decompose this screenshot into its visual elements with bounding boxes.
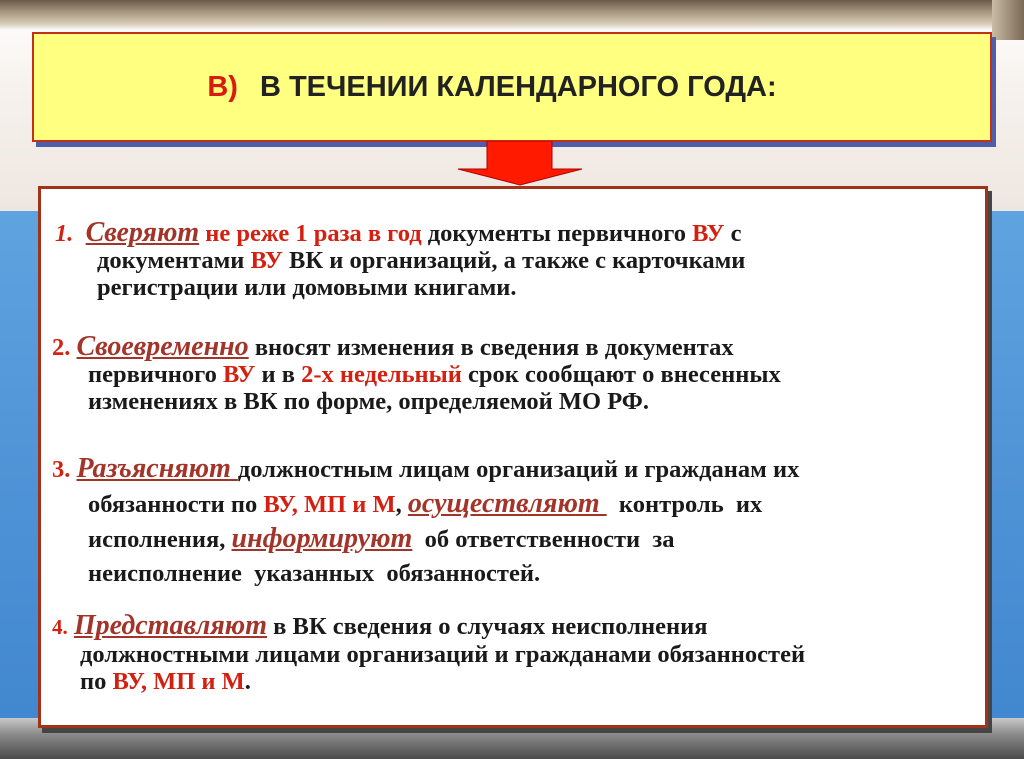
item-4-number: 4. <box>52 615 68 639</box>
text-span: регистрации или домовыми книгами. <box>97 274 517 301</box>
item-3-line-2 <box>52 487 992 522</box>
text-span: ВУ <box>250 247 283 274</box>
list-item-1 <box>55 219 955 301</box>
item-4-line-3 <box>52 668 972 695</box>
item-4-line-2 <box>52 641 972 668</box>
slide-title-prefix: В) <box>207 70 238 103</box>
slide-title <box>207 71 776 104</box>
text-span: в ВК сведения о случаях неисполнения <box>267 613 708 640</box>
text-span: с <box>724 220 742 247</box>
text-span: об ответственности за <box>412 526 675 553</box>
text-span: документы первичного <box>421 220 693 247</box>
text-span: ВК и организаций, а также с карточками <box>282 247 746 274</box>
item-4-line-1 <box>52 612 972 641</box>
list-item-3 <box>52 452 992 591</box>
text-span: должностными лицами организаций и гражданами обязанностей <box>80 641 806 668</box>
text-span: обязанности по <box>88 491 264 518</box>
text-span: ВУ <box>223 361 256 388</box>
text-span: исполнения, <box>88 526 232 553</box>
slide-title-text: В ТЕЧЕНИИ КАЛЕНДАРНОГО ГОДА: <box>259 70 777 103</box>
text-span: ВУ, МП и М <box>112 668 245 695</box>
text-span: должностным лицам организаций и гражданам их <box>237 456 800 483</box>
item-3-keyword: Разъясняют <box>76 453 238 484</box>
item-2-keyword: Своевременно <box>76 331 249 362</box>
item-2-line-3 <box>52 388 952 415</box>
item-3-line-1 <box>52 452 992 487</box>
text-span: ВУ <box>692 220 725 247</box>
text-span: вносят изменения в сведения в документах <box>248 334 734 361</box>
item-1-number: 1. <box>55 220 74 247</box>
item-2-line-2 <box>52 361 952 388</box>
item-3-line-4 <box>52 557 992 591</box>
text-span: не реже 1 раза в год <box>205 220 422 247</box>
text-span: контроль их <box>606 491 763 518</box>
list-item-2 <box>52 333 952 415</box>
background-texture-strip <box>0 0 1024 30</box>
text-span: и в <box>255 361 302 388</box>
text-span: по <box>80 668 113 695</box>
item-1-line-2 <box>55 247 955 274</box>
background-texture-edge <box>992 0 1024 40</box>
item-1-keyword: Сверяют <box>85 217 200 248</box>
item-3-keyword-3: информируют <box>231 523 413 554</box>
text-span: изменениях в ВК по форме, определяемой МО РФ. <box>88 388 649 415</box>
item-2-line-1 <box>52 333 952 361</box>
item-3-number: 3. <box>52 456 71 483</box>
text-span: первичного <box>88 361 224 388</box>
item-3-line-3 <box>52 522 992 557</box>
text-span: документами <box>97 247 251 274</box>
item-2-number: 2. <box>52 334 71 361</box>
item-3-keyword-2: осуществляют <box>407 488 607 519</box>
down-arrow-icon <box>454 141 586 187</box>
text-span: 2-х недельный <box>301 361 462 388</box>
text-span: ВУ, МП и М <box>263 491 396 518</box>
slide-title-box <box>32 32 992 142</box>
text-span: неисполнение указанных обязанностей. <box>88 560 541 587</box>
item-1-line-3 <box>55 274 955 301</box>
text-span: , <box>395 491 408 518</box>
text-span: . <box>244 668 251 695</box>
list-item-4 <box>52 612 972 695</box>
text-span: срок сообщают о внесенных <box>461 361 781 388</box>
item-4-keyword: Представляют <box>73 610 268 641</box>
item-1-line-1 <box>55 219 955 247</box>
